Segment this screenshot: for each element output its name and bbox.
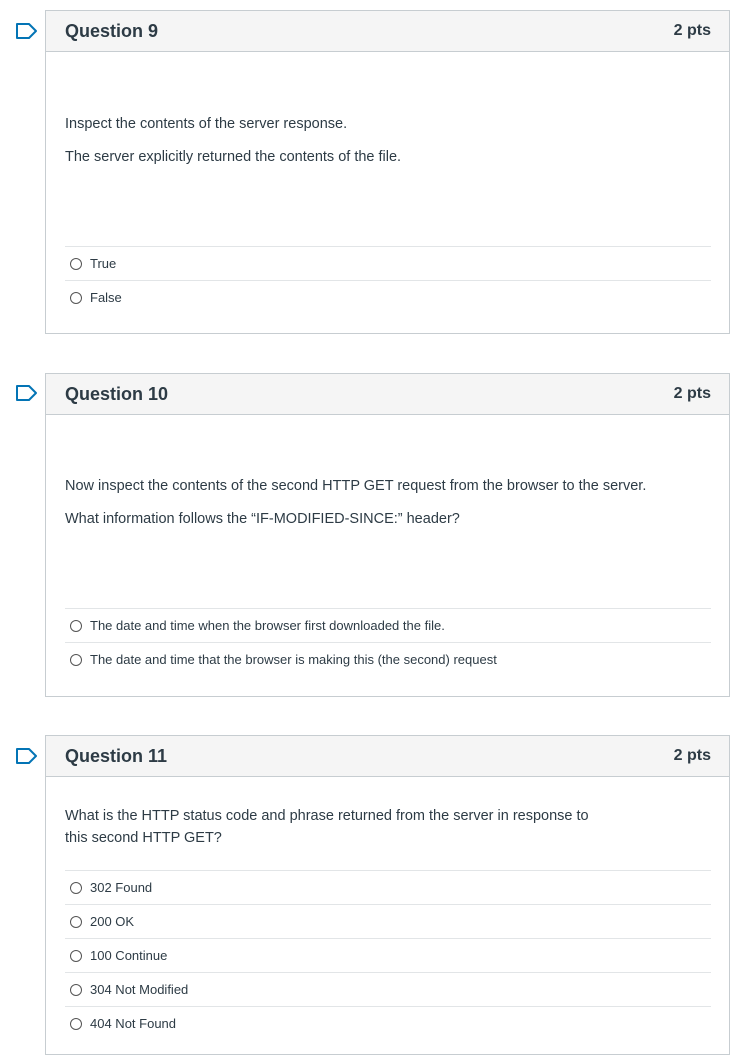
- radio-button[interactable]: [70, 258, 82, 270]
- question-points: 2 pts: [673, 22, 711, 39]
- answer-label: 100 Continue: [90, 948, 168, 963]
- question-header: [46, 11, 729, 52]
- question-text: [65, 805, 605, 849]
- answer-option[interactable]: [65, 972, 711, 1006]
- answer-list: [65, 870, 711, 1040]
- question-paragraph: What is the HTTP status code and phrase returned from the server in response to this second HTTP GET?: [65, 808, 589, 846]
- answer-option[interactable]: [65, 608, 711, 642]
- answer-option-true[interactable]: [65, 246, 711, 280]
- answer-label: The date and time that the browser is making this (the second) request: [90, 652, 497, 667]
- question-header: [46, 736, 729, 777]
- answer-label: False: [90, 290, 122, 305]
- question-header: [46, 374, 729, 415]
- answer-option[interactable]: [65, 870, 711, 904]
- answer-label: 304 Not Modified: [90, 982, 189, 997]
- radio-button[interactable]: [70, 654, 82, 666]
- answer-label: True: [90, 256, 117, 271]
- answer-list: [65, 608, 711, 676]
- answer-list: [65, 246, 711, 314]
- question-text: [65, 475, 711, 530]
- question-title: Question 11: [65, 745, 168, 766]
- radio-button[interactable]: [70, 292, 82, 304]
- question-card-11: [45, 735, 730, 1055]
- radio-button[interactable]: [70, 882, 82, 894]
- question-title: Question 9: [65, 20, 159, 41]
- answer-label: 200 OK: [90, 914, 135, 929]
- answer-label: 404 Not Found: [90, 1016, 177, 1031]
- answer-label: The date and time when the browser first downloaded the file.: [90, 618, 445, 633]
- answer-label: 302 Found: [90, 880, 153, 895]
- radio-button[interactable]: [70, 916, 82, 928]
- radio-button[interactable]: [70, 950, 82, 962]
- answer-option[interactable]: [65, 1006, 711, 1040]
- question-paragraph: Inspect the contents of the server response.: [65, 116, 348, 132]
- flag-question-icon[interactable]: [15, 22, 39, 40]
- answer-option-false[interactable]: [65, 280, 711, 314]
- question-paragraph: The server explicitly returned the contents of the file.: [65, 149, 402, 165]
- answer-option[interactable]: [65, 904, 711, 938]
- question-paragraph: What information follows the “IF-MODIFIED-SINCE:” header?: [65, 511, 460, 527]
- answer-option[interactable]: [65, 938, 711, 972]
- question-points: 2 pts: [673, 747, 711, 764]
- question-card-10: [45, 373, 730, 697]
- answer-option[interactable]: [65, 642, 711, 676]
- question-card-9: [45, 10, 730, 334]
- question-title: Question 10: [65, 383, 169, 404]
- flag-question-icon[interactable]: [15, 384, 39, 402]
- flag-question-icon[interactable]: [15, 747, 39, 765]
- question-points: 2 pts: [673, 385, 711, 402]
- radio-button[interactable]: [70, 620, 82, 632]
- question-paragraph: Now inspect the contents of the second HTTP GET request from the browser to the server.: [65, 478, 647, 494]
- question-text: [65, 113, 711, 168]
- radio-button[interactable]: [70, 984, 82, 996]
